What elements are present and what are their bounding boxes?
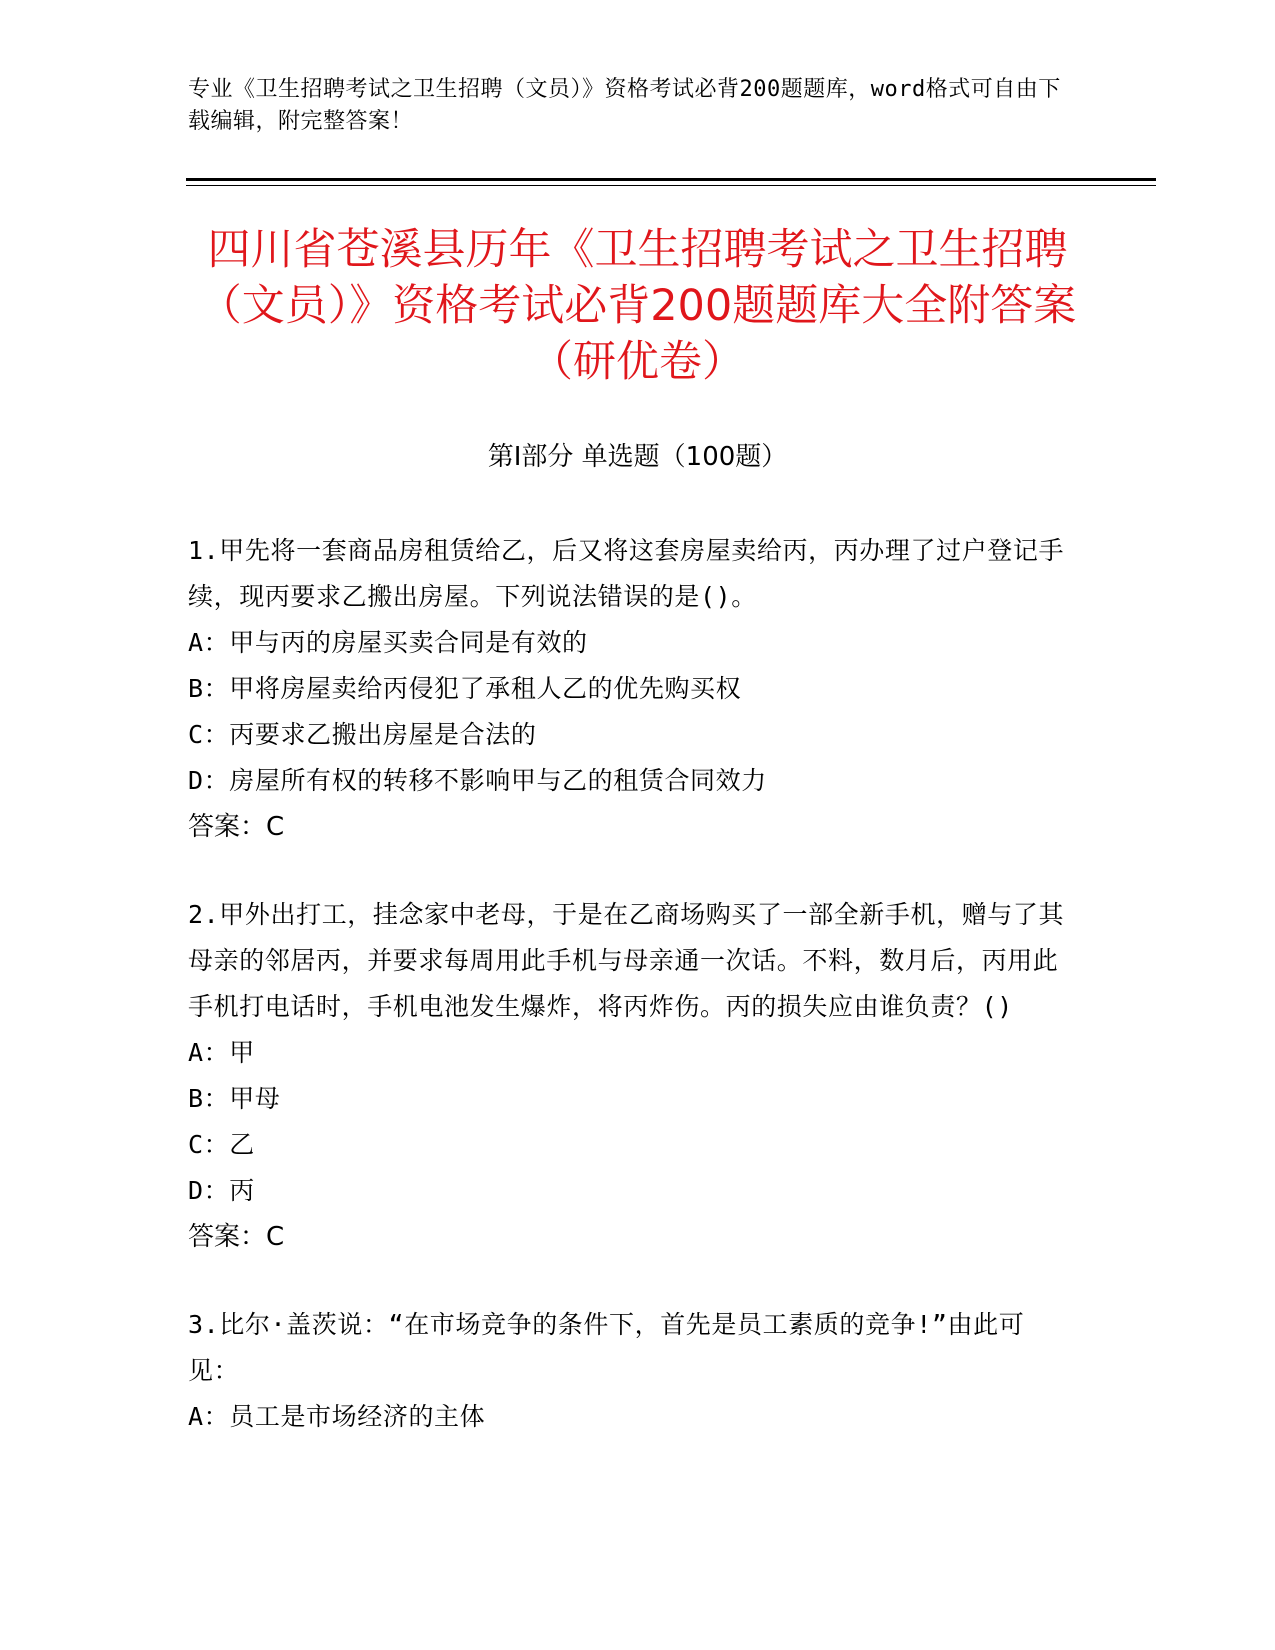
question-1 [188,528,1068,850]
option-c: C：丙要求乙搬出房屋是合法的 [188,720,537,749]
answer: 答案：C [188,1222,285,1252]
option-a: A：甲与丙的房屋买卖合同是有效的 [188,628,588,657]
option-b: B：甲母 [188,1084,281,1113]
document-title: 四川省苍溪县历年《卫生招聘考试之卫生招聘（文员）》资格考试必背200题题库大全附答案（研优卷） [198,225,1077,387]
option-a: A：甲 [188,1038,255,1067]
header-note: 专业《卫生招聘考试之卫生招聘（文员）》资格考试必背200题题库，word格式可自由下载编辑，附完整答案！ [188,77,1061,134]
option-d: D：房屋所有权的转移不影响甲与乙的租赁合同效力 [188,766,767,795]
question-2 [188,892,1068,1260]
option-b: B：甲将房屋卖给丙侵犯了承租人乙的优先购买权 [188,674,742,703]
question-stem: 3.比尔·盖茨说：“在市场竞争的条件下，首先是员工素质的竞争!”由此可见： [188,1310,1025,1385]
header-divider-thin [186,185,1156,186]
question-stem: 2.甲外出打工，挂念家中老母，于是在乙商场购买了一部全新手机，赠与了其母亲的邻居丙，并要求每周用此手机与母亲通一次话。不料，数月后，丙用此手机打电话时，手机电池发生爆炸，将丙炸伤。丙的损失应由谁负责？() [188,900,1065,1021]
question-stem: 1.甲先将一套商品房租赁给乙，后又将这套房屋卖给丙，丙办理了过户登记手续，现丙要求乙搬出房屋。下列说法错误的是()。 [188,536,1065,611]
option-c: C：乙 [188,1130,255,1159]
header-divider-thick [186,178,1156,181]
answer: 答案：C [188,812,285,842]
question-list [188,528,1068,1440]
option-a: A：员工是市场经济的主体 [188,1402,486,1431]
option-d: D：丙 [188,1176,255,1205]
section-heading: 第Ⅰ部分 单选题（100题） [487,442,788,472]
question-3 [188,1302,1068,1440]
